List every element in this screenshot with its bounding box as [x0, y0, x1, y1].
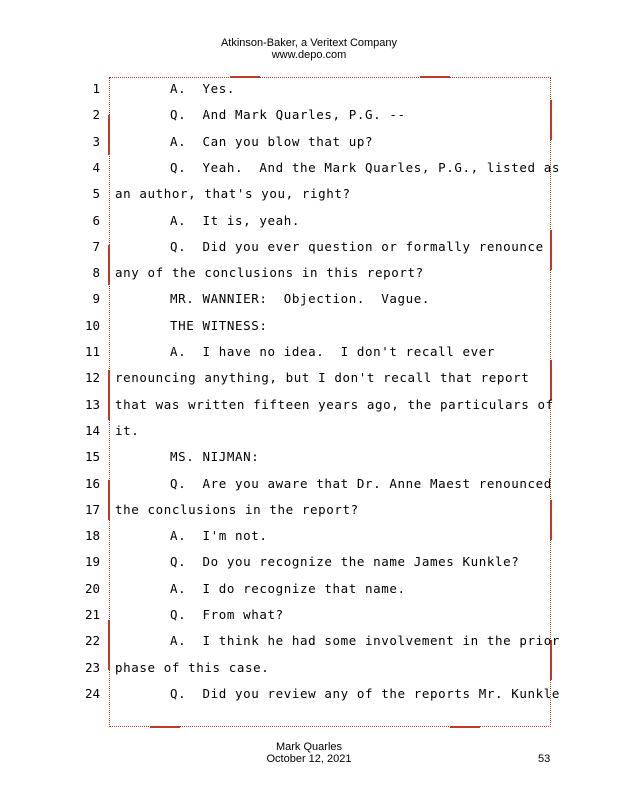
transcript-line [0, 291, 618, 317]
company-name: Atkinson-Baker, a Veritext Company [220, 37, 398, 49]
line-text: that was written fifteen years ago, the particulars of [115, 396, 554, 412]
frame-mark [420, 76, 450, 78]
transcript-line [0, 397, 618, 423]
line-text: A. I think he had some involvement in the prior [170, 633, 561, 649]
line-number: 17 [84, 501, 100, 517]
line-number: 10 [84, 317, 100, 333]
transcript-line [0, 660, 618, 686]
line-number: 5 [92, 186, 100, 202]
line-text: Q. From what? [170, 607, 284, 622]
line-text: Q. Did you ever question or formally renounce [170, 238, 544, 254]
line-number: 9 [92, 291, 100, 307]
transcript-line [0, 239, 618, 265]
line-text: A. Can you blow that up? [170, 133, 374, 149]
line-number: 22 [84, 633, 100, 649]
line-text: renouncing anything, but I don't recall that report [115, 370, 530, 386]
line-text: A. It is, yeah. [170, 212, 301, 228]
transcript-line [0, 186, 618, 212]
transcript-line [0, 213, 618, 239]
transcript-line [0, 686, 618, 712]
page-header [0, 37, 618, 61]
transcript-line [0, 107, 618, 133]
line-number: 6 [92, 212, 100, 228]
line-number: 4 [92, 159, 100, 175]
line-number: 15 [84, 449, 100, 465]
line-text: Q. Are you aware that Dr. Anne Maest renounced [170, 475, 552, 491]
transcript-line [0, 318, 618, 344]
transcript-line [0, 476, 618, 502]
transcript-line [0, 265, 618, 291]
line-number: 7 [92, 238, 100, 254]
line-text: Q. Do you recognize the name James Kunkle? [170, 554, 520, 570]
line-number: 13 [84, 396, 100, 412]
transcript-line [0, 633, 618, 659]
line-number: 1 [92, 81, 100, 96]
line-text: A. Yes. [170, 81, 236, 96]
line-text: an author, that's you, right? [115, 186, 351, 202]
line-number: 21 [84, 607, 100, 622]
transcript-line [0, 502, 618, 528]
line-number: 8 [92, 265, 100, 281]
witness-name: Mark Quarles [275, 741, 343, 753]
page-number: 53 [538, 753, 551, 765]
line-text: the conclusions in the report? [115, 501, 359, 517]
frame-mark [150, 726, 180, 728]
transcript-line [0, 554, 618, 580]
line-number: 11 [84, 344, 100, 359]
transcript-line [0, 344, 618, 370]
line-number: 3 [92, 133, 100, 149]
frame-mark [230, 76, 260, 78]
line-number: 14 [84, 422, 100, 438]
line-number: 19 [84, 554, 100, 570]
line-number: 24 [84, 685, 100, 701]
line-text: Q. And Mark Quarles, P.G. -- [170, 107, 406, 123]
line-text: A. I have no idea. I don't recall ever [170, 344, 496, 359]
frame-mark [450, 726, 480, 728]
transcript-line [0, 528, 618, 554]
line-text: MS. NIJMAN: [170, 449, 260, 465]
line-number: 12 [84, 370, 100, 386]
line-text: it. [115, 422, 140, 438]
line-text: any of the conclusions in this report? [115, 265, 424, 281]
line-text: Q. Yeah. And the Mark Quarles, P.G., listed as [170, 159, 561, 175]
line-number: 16 [84, 475, 100, 491]
line-number: 20 [84, 580, 100, 596]
transcript-line [0, 423, 618, 449]
page-footer [0, 741, 618, 765]
line-text: A. I'm not. [170, 528, 268, 544]
transcript-line [0, 607, 618, 633]
transcript-line [0, 449, 618, 475]
deposition-date: October 12, 2021 [266, 753, 352, 765]
line-text: A. I do recognize that name. [170, 580, 406, 596]
line-text: MR. WANNIER: Objection. Vague. [170, 291, 431, 307]
line-text: phase of this case. [115, 659, 270, 675]
line-text: THE WITNESS: [170, 317, 268, 333]
line-number: 23 [84, 659, 100, 675]
transcript-line [0, 81, 618, 107]
line-text: Q. Did you review any of the reports Mr. Kunkle [170, 685, 561, 701]
transcript-line [0, 134, 618, 160]
line-number: 18 [84, 528, 100, 544]
transcript-line [0, 370, 618, 396]
transcript-line [0, 160, 618, 186]
line-number: 2 [92, 107, 100, 123]
transcript-line [0, 581, 618, 607]
company-website: www.depo.com [271, 49, 347, 61]
